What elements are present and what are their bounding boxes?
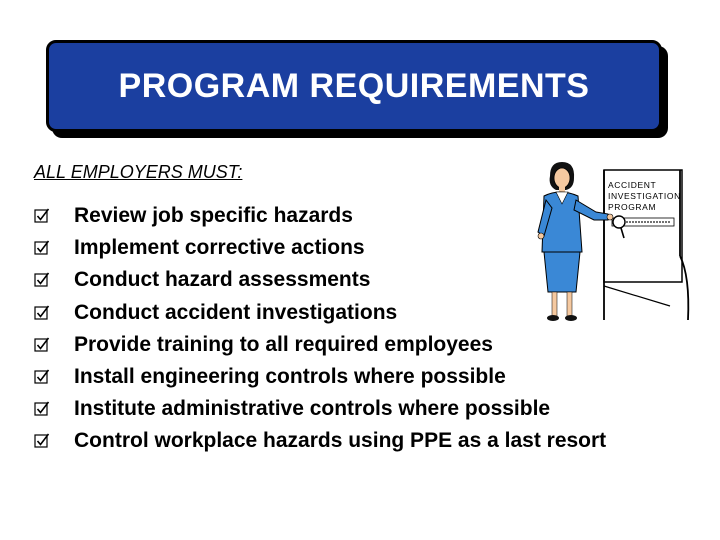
requirement-text: Provide training to all required employees: [74, 332, 493, 356]
checkbox-checked-icon: [34, 433, 50, 449]
board-line-2: INVESTIGATION: [608, 191, 681, 201]
presenter-icon: [538, 162, 613, 321]
requirement-text: Control workplace hazards using PPE as a last resort: [74, 429, 607, 453]
checkbox-checked-icon: [34, 240, 50, 256]
requirement-text: Conduct accident investigations: [74, 300, 398, 324]
list-item: [34, 393, 606, 425]
board-line-3: PROGRAM: [608, 202, 657, 212]
list-item: [34, 425, 606, 457]
list-item: [34, 329, 606, 361]
title-banner: [46, 40, 662, 132]
checkbox-checked-icon: [34, 208, 50, 224]
checkbox-checked-icon: [34, 337, 50, 353]
requirement-text: Implement corrective actions: [74, 236, 365, 260]
presenter-with-easel-icon: [520, 156, 710, 326]
checkbox-checked-icon: [34, 369, 50, 385]
requirement-text: Review job specific hazards: [74, 204, 353, 228]
slide-title: PROGRAM REQUIREMENTS: [118, 66, 590, 105]
checkbox-checked-icon: [34, 272, 50, 288]
requirement-text: Conduct hazard assessments: [74, 268, 371, 292]
requirement-text: Install engineering controls where possible: [74, 365, 506, 389]
subheading: ALL EMPLOYERS MUST:: [34, 162, 243, 182]
checkbox-checked-icon: [34, 305, 50, 321]
board-line-1: ACCIDENT: [608, 180, 657, 190]
requirement-text: Institute administrative controls where possible: [74, 397, 551, 421]
list-item: [34, 361, 606, 393]
checkbox-checked-icon: [34, 401, 50, 417]
